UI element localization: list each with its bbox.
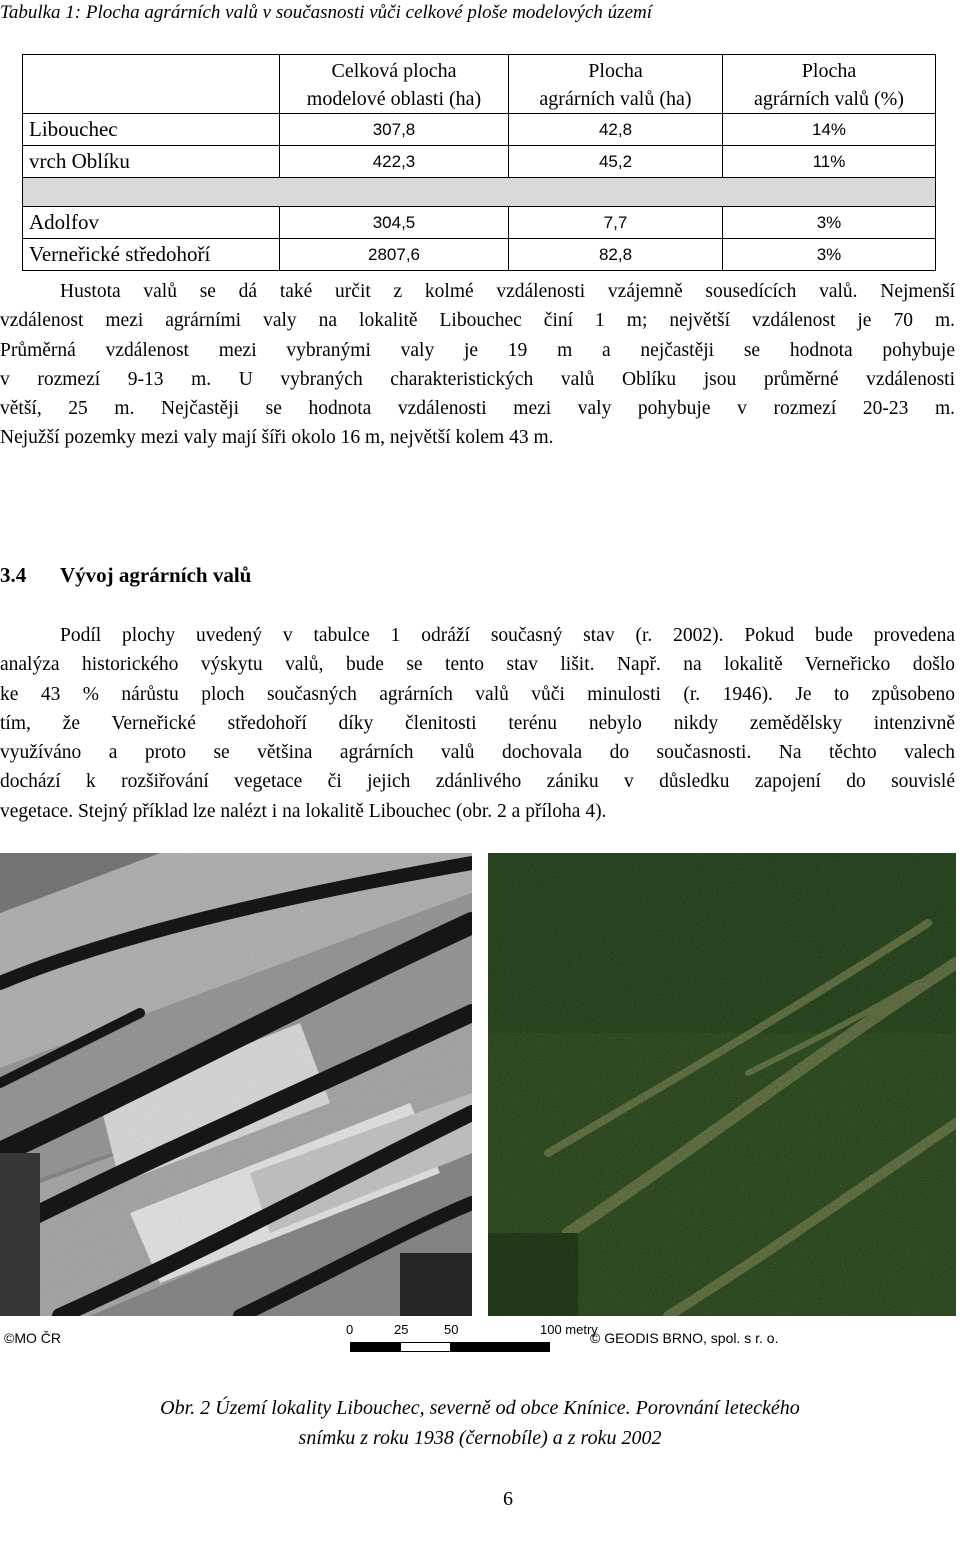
area-table: [22, 54, 936, 271]
table-row: [23, 146, 936, 178]
table-row: [23, 239, 936, 271]
paragraph-line: Podíl plochy uvedený v tabulce 1 odráží současný stav (r. 2002). Pokud bude provedena: [60, 625, 955, 646]
credit-geodis: © GEODIS BRNO, spol. s r. o.: [590, 1330, 779, 1346]
paragraph-line: vzdálenost mezi agrárními valy na lokalitě Libouchec činí 1 m; největší vzdálenost je 70 m.: [0, 310, 955, 332]
row-name: Libouchec: [23, 114, 280, 146]
scale-label: 100 metry: [540, 1322, 598, 1337]
figure-credits-and-scale: [0, 1322, 960, 1360]
row-total: 2807,6: [280, 239, 509, 271]
row-area: 45,2: [509, 146, 723, 178]
row-area: 7,7: [509, 207, 723, 239]
paragraph-development: [0, 621, 955, 826]
table-caption: Tabulka 1: Plocha agrárních valů v současnosti vůči celkové ploše modelových území: [0, 2, 653, 23]
scale-bar: [350, 1342, 550, 1352]
paragraph-line: Průměrná vzdálenost mezi vybranými valy je 19 m a nejčastěji se hodnota pohybuje: [0, 339, 955, 361]
row-name: vrch Oblíku: [23, 146, 280, 178]
table-header-percent: Plocha agrárních valů (%): [723, 55, 936, 114]
figure-caption-line: Obr. 2 Území lokality Libouchec, severně od obce Knínice. Porovnání leteckého: [160, 1397, 800, 1419]
scale-bar-segment: [351, 1343, 401, 1351]
scale-bar-segment: [450, 1343, 549, 1351]
row-total: 304,5: [280, 207, 509, 239]
table-header-empty: [23, 55, 280, 114]
paragraph-line: ke 43 % nárůstu ploch současných agrárních valů vůči minulosti (r. 1946). Je to způsobeno: [0, 683, 955, 705]
paragraph-line: dochází k rozšiřování vegetace či jejich zdánlivého zániku v důsledku zapojení do souvislé: [0, 771, 955, 793]
paragraph-line: využíváno a proto se většina agrárních valů dochovala do současnosti. Na těchto valech: [0, 742, 955, 764]
paragraph-line: Nejužší pozemky mezi valy mají šíři okolo 16 m, největší kolem 43 m.: [0, 427, 554, 449]
section-title: Vývoj agrárních valů: [60, 563, 252, 587]
section-number: 3.4: [0, 563, 27, 587]
page-number: 6: [503, 1488, 513, 1510]
paragraph-density: [0, 277, 955, 453]
aerial-photo-1938: [0, 853, 472, 1316]
table-header-total: Celková plocha modelové oblasti (ha): [280, 55, 509, 114]
table-header-area: Plocha agrárních valů (ha): [509, 55, 723, 114]
row-name: Verneřické středohoří: [23, 239, 280, 271]
row-area: 42,8: [509, 114, 723, 146]
paragraph-line: tím, že Verneřické středohoří díky členitosti terénu nebylo nikdy zemědělsky intenzivně: [0, 712, 955, 734]
scale-bar-segment: [401, 1343, 451, 1351]
table-row: [23, 207, 936, 239]
credit-mo-cr: ©MO ČR: [4, 1330, 61, 1346]
row-total: 307,8: [280, 114, 509, 146]
row-percent: 3%: [723, 239, 936, 271]
section-heading: [0, 563, 251, 588]
scale-label: 50: [444, 1322, 459, 1337]
scale-label: 25: [394, 1322, 409, 1337]
scale-label: 0: [346, 1322, 354, 1337]
paragraph-line: v rozmezí 9-13 m. U vybraných charakteristických valů Oblíku jsou průměrné vzdálenosti: [0, 368, 955, 390]
paragraph-line: Hustota valů se dá také určit z kolmé vzdálenosti vzájemně sousedících valů. Nejmenší: [60, 281, 955, 302]
paragraph-line: analýza historického výskytu valů, bude se tento stav lišit. Např. na lokalitě Verneřicko došlo: [0, 654, 955, 676]
table-header-row: [23, 55, 936, 114]
aerial-photo-2002: [488, 853, 956, 1316]
row-total: 422,3: [280, 146, 509, 178]
row-percent: 11%: [723, 146, 936, 178]
paragraph-line: větší, 25 m. Nejčastěji se hodnota vzdálenosti mezi valy pohybuje v rozmezí 20-23 m.: [0, 398, 955, 420]
row-percent: 3%: [723, 207, 936, 239]
paragraph-line: vegetace. Stejný příklad lze nalézt i na lokalitě Libouchec (obr. 2 a příloha 4).: [0, 800, 607, 822]
row-name: Adolfov: [23, 207, 280, 239]
figure-caption-line: snímku z roku 1938 (černobíle) a z roku 2002: [298, 1427, 662, 1449]
figure-caption: [0, 1393, 960, 1453]
row-percent: 14%: [723, 114, 936, 146]
table-row: [23, 114, 936, 146]
table-separator-row: [23, 178, 936, 207]
row-area: 82,8: [509, 239, 723, 271]
